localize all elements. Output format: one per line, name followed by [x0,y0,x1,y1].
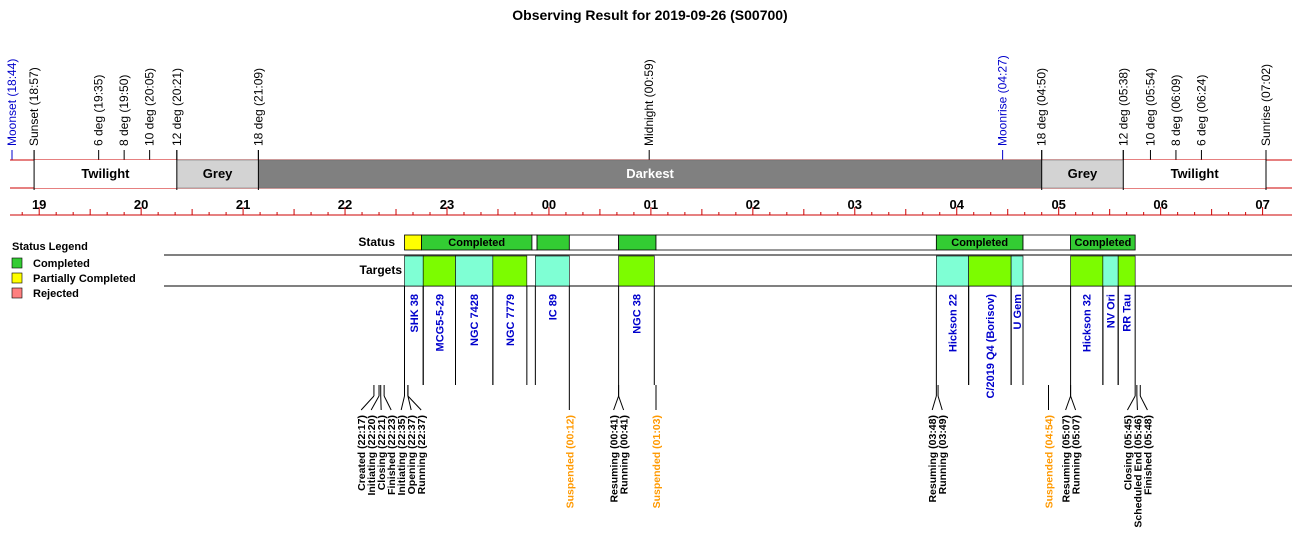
status-block-2 [532,235,537,250]
top-events-group [5,55,1273,160]
status-block-6 [656,235,936,250]
log-label-2-closing-22-21: Closing (22:21) [376,415,389,491]
log-connector-8 [614,396,619,410]
hour-label-03: 03 [847,197,863,212]
event-label-10-deg-05-54: 10 deg (05:54) [1143,67,1158,146]
status-block-label-9: Completed [1074,237,1132,249]
status-block-0 [405,235,422,250]
event-label-8-deg-19-50: 8 deg (19:50) [117,74,132,146]
hour-label-19: 19 [31,197,47,212]
hour-label-00: 00 [541,197,557,212]
log-label-0-created-22-17: Created (22:17) [356,415,369,491]
status-block-label-1: Completed [448,237,506,249]
event-label-moonrise-04-27: Moonrise (04:27) [995,55,1010,146]
hour-label-05: 05 [1051,197,1066,212]
log-label-10-suspended-01-03: Suspended (01:03) [650,415,663,509]
hour-label-02: 02 [745,197,761,212]
legend-label-rejected: Rejected [33,288,79,300]
target-bar-u-gem [1011,256,1023,286]
event-label-12-deg-05-38: 12 deg (05:38) [1116,67,1131,146]
log-label-3-finished-22-23: Finished (22:23) [386,415,399,495]
event-label-18-deg-21-09: 18 deg (21:09) [251,67,266,146]
target-label-ngc-38: NGC 38 [631,294,644,334]
legend-swatch-rejected [12,288,22,298]
target-label-c-2019-q4-borisov: C/2019 Q4 (Borisov) [984,293,997,399]
target-bar-hickson-22 [936,256,968,286]
legend-label-completed: Completed [33,258,90,270]
hour-label-23: 23 [439,197,455,212]
log-connector-9 [619,396,624,410]
legend-swatch-completed [12,258,22,268]
phase-label-2-darkest: Darkest [626,166,674,181]
log-label-4-initiating-22-35: Initiating (22:35) [396,415,409,496]
target-label-mcg5-5-29: MCG5-5-29 [434,294,447,352]
target-label-ngc-7779: NGC 7779 [504,294,517,346]
hour-label-04: 04 [949,197,964,212]
log-label-7-suspended-00-12: Suspended (00:12) [564,415,577,509]
phase-band-group [10,150,1292,190]
target-label-ngc-7428: NGC 7428 [469,293,482,346]
log-label-1-initiating-22-20: Initiating (22:20) [366,415,379,496]
status-block-8 [1023,235,1071,250]
chart-title: Observing Result for 2019-09-26 (S00700) [512,7,788,23]
target-label-u-gem: U Gem [1012,294,1025,330]
event-label-8-deg-06-09: 8 deg (06:09) [1168,74,1183,146]
event-label-sunset-18-57: Sunset (18:57) [27,67,42,146]
log-connector-11 [932,396,936,410]
target-label-hickson-32: Hickson 32 [1081,294,1094,353]
status-row-label: Status [358,235,395,249]
target-bar-rr-tau [1118,256,1135,286]
log-label-18-finished-05-48: Finished (05:48) [1142,415,1155,495]
log-connector-14 [1066,396,1071,410]
log-connector-16 [1127,396,1135,410]
status-block-3 [537,235,569,250]
target-bar-nv-ori [1103,256,1118,286]
target-bar-c-2019-q4-borisov [969,256,1011,286]
legend-swatch-partially-completed [12,273,22,283]
hour-label-20: 20 [133,197,149,212]
log-connector-15 [1071,396,1076,410]
target-bar-ngc-7779 [493,256,527,286]
target-bar-ngc-38 [619,256,655,286]
status-legend [12,241,136,300]
target-bar-ngc-7428 [455,256,492,286]
event-label-6-deg-06-24: 6 deg (06:24) [1194,74,1209,146]
legend-label-partially-completed: Partially Completed [33,273,136,285]
log-label-5-opening-22-37: Opening (22:37) [406,415,419,495]
target-label-ic-89: IC 89 [547,294,560,321]
log-label-14-resuming-05-07: Resuming (05:07) [1060,415,1073,503]
status-target-rows [164,235,1292,399]
status-block-5 [619,235,656,250]
log-connector-4 [401,396,404,410]
target-label-hickson-22: Hickson 22 [947,294,960,353]
target-bar-mcg5-5-29 [423,256,455,286]
log-label-11-resuming-03-48: Resuming (03:48) [927,415,940,503]
hour-label-22: 22 [337,197,353,212]
hour-label-07: 07 [1255,197,1270,212]
phase-label-4-twilight: Twilight [1170,166,1219,181]
legend-title: Status Legend [12,241,88,253]
phase-label-0-twilight: Twilight [81,166,130,181]
log-connector-18 [1140,396,1147,410]
target-label-rr-tau: RR Tau [1121,294,1134,332]
phase-label-3-grey: Grey [1067,166,1098,181]
log-label-6-running-22-37: Running (22:37) [416,415,429,495]
target-bar-hickson-32 [1071,256,1103,286]
log-label-16-closing-05-45: Closing (05:45) [1122,415,1135,491]
hour-label-06: 06 [1153,197,1168,212]
log-label-17-scheduled-end-05-46: Scheduled End (05:46) [1132,415,1145,528]
phase-label-1-grey: Grey [202,166,233,181]
event-label-6-deg-19-35: 6 deg (19:35) [91,74,106,146]
event-label-12-deg-20-21: 12 deg (20:21) [169,67,184,146]
log-label-13-suspended-04-54: Suspended (04:54) [1043,415,1056,509]
target-bar-shk-38 [405,256,424,286]
event-label-10-deg-20-05: 10 deg (20:05) [142,67,157,146]
log-events-group [356,385,1154,528]
targets-row-label: Targets [359,263,402,277]
target-label-shk-38: SHK 38 [408,294,421,333]
log-label-12-running-03-49: Running (03:49) [937,414,950,495]
target-label-nv-ori: NV Ori [1105,294,1118,329]
event-label-midnight-00-59: Midnight (00:59) [642,59,657,146]
hour-label-01: 01 [643,197,659,212]
hour-axis-group [10,197,1292,215]
log-connector-17 [1137,396,1138,410]
status-block-4 [569,235,618,250]
hour-label-21: 21 [235,197,251,212]
event-label-18-deg-04-50: 18 deg (04:50) [1034,67,1049,146]
log-label-9-running-00-41: Running (00:41) [618,415,631,495]
event-label-sunrise-07-02: Sunrise (07:02) [1259,63,1273,146]
event-label-moonset-18-44: Moonset (18:44) [5,58,19,146]
log-connector-3 [384,396,391,410]
target-bar-ic-89 [535,256,569,286]
log-connector-12 [938,396,942,410]
log-label-15-running-05-07: Running (05:07) [1070,415,1083,495]
status-block-label-7: Completed [951,237,1009,249]
log-label-8-resuming-00-41: Resuming (00:41) [608,415,621,503]
